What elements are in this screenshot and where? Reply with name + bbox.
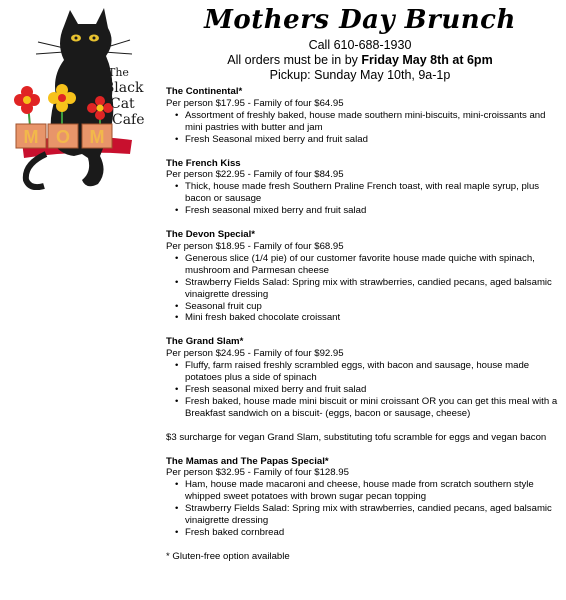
- list-item: • Fresh baked cornbread: [177, 527, 558, 539]
- pot-letter: O: [55, 127, 71, 147]
- list-item: • Strawberry Fields Salad: Spring mix with strawberries, candied pecans, aged balsamic vinaigrette dressing: [177, 277, 558, 301]
- menu-section: [166, 158, 558, 218]
- menu: [166, 86, 558, 563]
- list-item: • Seasonal fruit cup: [177, 301, 558, 313]
- flower-red-left: [14, 86, 40, 126]
- pot-letter: M: [89, 127, 105, 147]
- section-title: The French Kiss: [166, 157, 241, 169]
- section-items: [166, 181, 558, 217]
- logo-text-cat: Cat: [110, 96, 135, 112]
- list-item: • Ham, house made macaroni and cheese, house made from scratch southern style whipped sweet potatoes with brown sugar pecan topping: [177, 479, 558, 503]
- gluten-free-footnote: * Gluten-free option available: [166, 550, 290, 562]
- section-items: [166, 253, 558, 324]
- list-item: • Fresh seasonal mixed berry and fruit salad: [177, 384, 558, 396]
- list-item: • Strawberry Fields Salad: Spring mix with strawberries, candied pecans, aged balsamic vinaigrette dressing: [177, 503, 558, 527]
- section-title: The Grand Slam*: [166, 336, 244, 348]
- section-price: Per person $24.95 - Family of four $92.95: [166, 348, 344, 360]
- list-item: • Assortment of freshly baked, house made southern mini-biscuits, mini-croissants and mini pastries with butter and jam: [177, 110, 558, 134]
- black-cat-cafe-logo: [4, 4, 154, 190]
- menu-section: [166, 86, 558, 146]
- order-deadline-date: Friday May 8th at 6pm: [361, 53, 493, 67]
- section-title: The Mamas and The Papas Special*: [166, 455, 329, 467]
- pot-letter: M: [23, 127, 39, 147]
- black-cat-illustration: [4, 4, 154, 190]
- phone-line: Call 610-688-1930: [308, 38, 412, 52]
- list-item: • Fresh baked, house made mini biscuit or mini croissant OR you can get this meal with a Breakfast sandwich on a biscuit- (eggs, bacon or sausage, cheese): [177, 396, 558, 420]
- list-item: • Generous slice (1/4 pie) of our customer favorite house made quiche with spinach, mushroom and Parmesan cheese: [177, 253, 558, 277]
- list-item: • Mini fresh baked chocolate croissant: [177, 312, 558, 324]
- section-price: Per person $17.95 - Family of four $64.95: [166, 97, 344, 109]
- section-items: [166, 110, 558, 146]
- section-title: The Devon Special*: [166, 229, 256, 241]
- page-title: Mothers Day Brunch: [204, 5, 516, 35]
- order-deadline-line: [160, 53, 560, 68]
- section-items: [166, 479, 558, 539]
- menu-section: [166, 229, 558, 324]
- menu-section: [166, 456, 558, 539]
- section-items: [166, 360, 558, 420]
- list-item: • Fresh seasonal mixed berry and fruit salad: [177, 205, 558, 217]
- list-item: • Thick, house made fresh Southern Praline French toast, with real maple syrup, plus bacon or sausage: [177, 181, 558, 205]
- menu-section: [166, 336, 558, 419]
- surcharge-note: $3 surcharge for vegan Grand Slam, substituting tofu scramble for eggs and vegan bacon: [166, 431, 547, 443]
- section-price: Per person $18.95 - Family of four $68.95: [166, 240, 344, 252]
- order-deadline-prefix: All orders must be in by: [227, 53, 362, 67]
- logo-text-cafe: Cafe: [112, 112, 145, 128]
- pickup-line: Pickup: Sunday May 10th, 9a-1p: [269, 68, 451, 82]
- list-item: • Fresh Seasonal mixed berry and fruit salad: [177, 134, 558, 146]
- logo-text-black: Black: [104, 80, 144, 96]
- header: [160, 4, 560, 83]
- section-title: The Continental*: [166, 86, 243, 97]
- section-price: Per person $22.95 - Family of four $84.95: [166, 169, 344, 181]
- list-item: • Fluffy, farm raised freshly scrambled eggs, with bacon and sausage, house made potatoes plus a side of spinach: [177, 360, 558, 384]
- logo-text-the: The: [108, 66, 129, 79]
- section-price: Per person $32.95 - Family of four $128.95: [166, 467, 349, 479]
